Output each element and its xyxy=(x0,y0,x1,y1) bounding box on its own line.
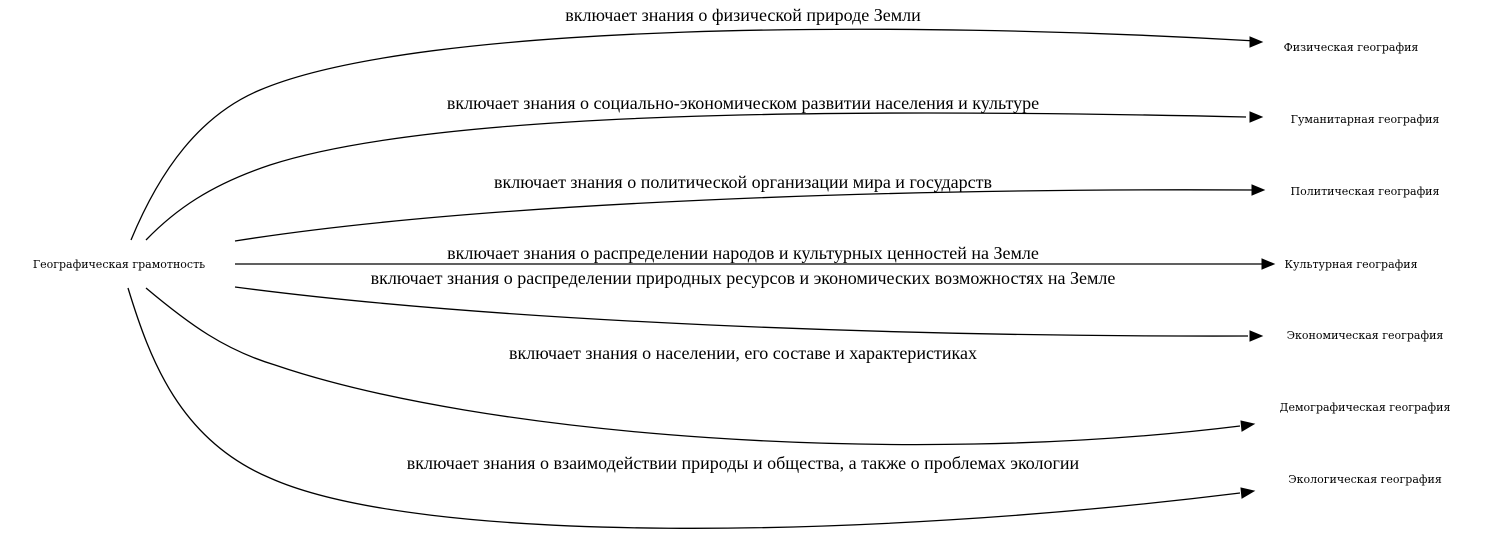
node-economic: Экономическая география xyxy=(1286,329,1444,342)
arrowhead-economic xyxy=(1250,331,1262,341)
arrowhead-demographic xyxy=(1241,421,1254,431)
edge-label-economic: включает знания о распределении природных ресурсов и экономических возможностях на Земле xyxy=(370,268,1116,288)
edge-label-demographic: включает знания о населении, его составе и характеристиках xyxy=(509,343,977,363)
edge-label-ecological: включает знания о взаимодействии природы и общества, а также о проблемах экологии xyxy=(406,453,1080,473)
edge-label-physical: включает знания о физической природе Земли xyxy=(565,5,921,25)
arrowhead-ecological xyxy=(1241,488,1254,498)
edge-demographic xyxy=(146,288,1240,445)
node-humanitarian: Гуманитарная география xyxy=(1290,113,1440,126)
edge-economic xyxy=(235,287,1248,336)
edge-labels xyxy=(371,5,1116,473)
arrowhead-physical xyxy=(1250,37,1262,47)
node-demographic: Демографическая география xyxy=(1279,401,1451,414)
arrowhead-political xyxy=(1252,185,1264,195)
arrowhead-cultural xyxy=(1262,259,1274,269)
edge-physical xyxy=(131,29,1256,240)
node-physical: Физическая география xyxy=(1283,41,1419,54)
node-political: Политическая география xyxy=(1290,185,1440,198)
edge-label-cultural: включает знания о распределении народов и культурных ценностей на Земле xyxy=(447,243,1039,263)
edge-label-humanitarian: включает знания о социально-экономическом развитии населения и культуре xyxy=(446,93,1040,113)
root-node: Географическая грамотность xyxy=(32,258,206,271)
node-cultural: Культурная география xyxy=(1284,258,1418,271)
edge-label-political: включает знания о политической организации мира и государств xyxy=(494,172,992,192)
edge-political xyxy=(235,190,1256,241)
arrowhead-humanitarian xyxy=(1250,112,1262,122)
node-ecological: Экологическая география xyxy=(1288,473,1442,486)
